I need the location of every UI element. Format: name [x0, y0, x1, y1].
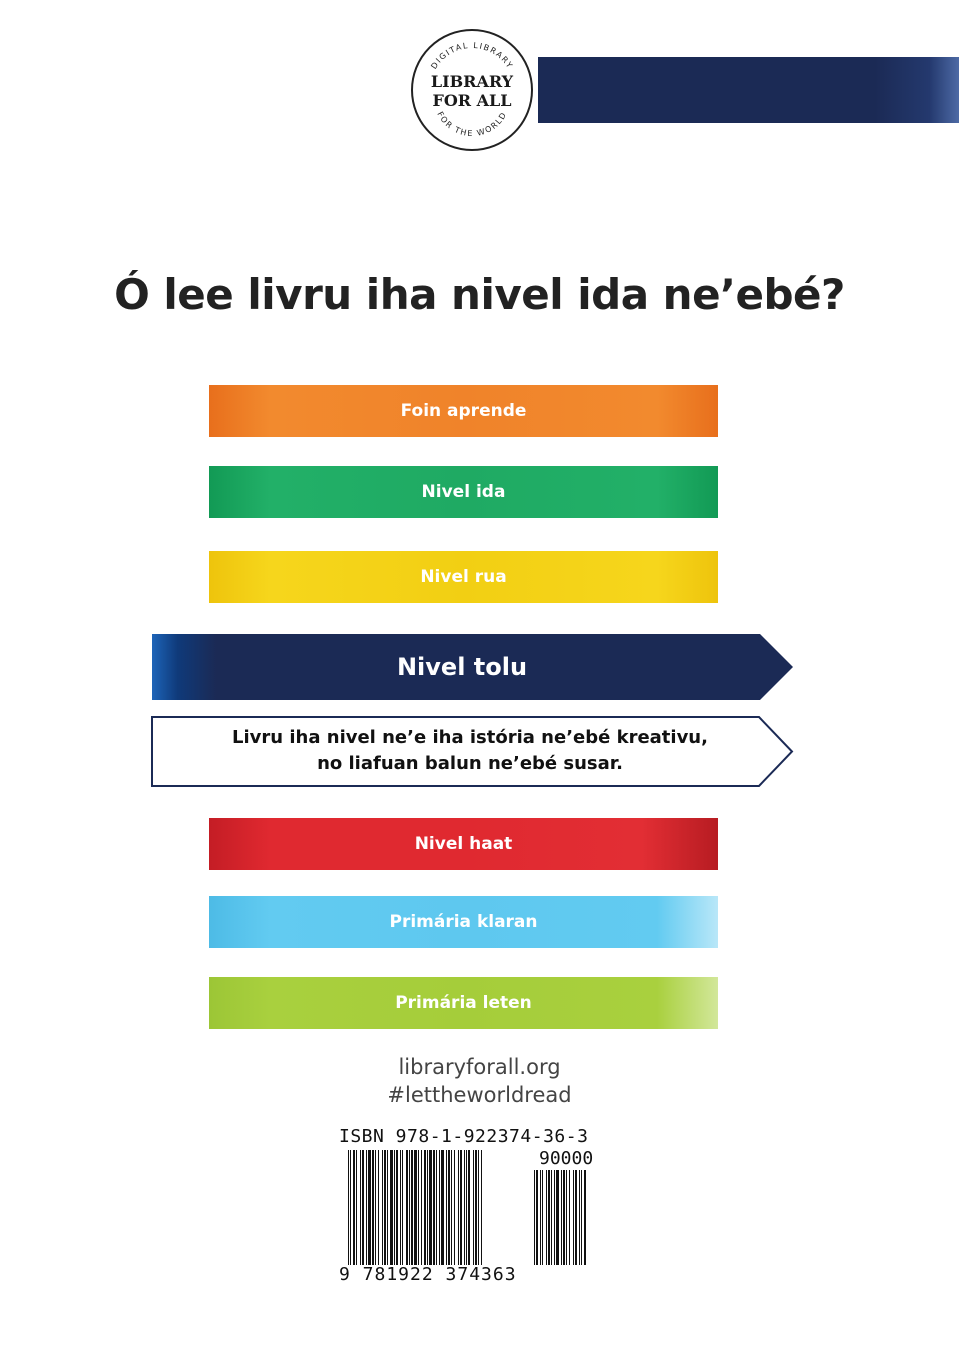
barcode-bar: [540, 1170, 541, 1265]
level-label: Nivel rua: [420, 567, 507, 587]
barcode-bar: [569, 1170, 570, 1265]
barcode-bar: [546, 1170, 547, 1265]
barcode-number: 9 781922 374363: [339, 1264, 517, 1285]
level-description: [160, 725, 780, 777]
hashtag: #lettheworldread: [387, 1083, 572, 1107]
barcode-bar: [566, 1170, 567, 1265]
library-for-all-logo: [410, 28, 534, 152]
barcode-bar: [556, 1170, 559, 1265]
logo-line1: LIBRARY: [430, 72, 514, 91]
barcode-bar: [551, 1170, 552, 1265]
barcode-bar: [573, 1170, 574, 1265]
barcode-bar: [348, 1150, 349, 1265]
barcode-bar: [441, 1150, 444, 1265]
barcode-bar: [418, 1150, 419, 1265]
barcode-bar: [436, 1150, 437, 1265]
barcode-bar: [400, 1150, 401, 1265]
barcode-bar: [350, 1150, 351, 1265]
barcode-bar: [554, 1170, 555, 1265]
barcode-bar: [468, 1150, 470, 1265]
website-link[interactable]: libraryforall.org: [398, 1055, 561, 1079]
barcode-bar: [384, 1150, 386, 1265]
barcode-bar: [579, 1170, 580, 1265]
description-line-1: Livru iha nivel ne’e iha istória ne’ebé kreativu,: [232, 727, 708, 748]
barcode-bar: [372, 1150, 374, 1265]
barcode-bar: [411, 1150, 413, 1265]
barcode-bar: [396, 1150, 398, 1265]
barcode-bar: [473, 1150, 474, 1265]
barcode-bar: [481, 1150, 482, 1265]
barcode-bar: [394, 1150, 395, 1265]
barcode-bar: [390, 1150, 393, 1265]
page-title: Ó lee livru iha nivel ida ne’ebé?: [114, 270, 845, 319]
barcode-bar: [448, 1150, 450, 1265]
barcode-bar: [409, 1150, 410, 1265]
level-label: Nivel ida: [421, 482, 506, 502]
level-band-nivel-haat: [209, 818, 718, 870]
barcode-bar: [458, 1150, 459, 1265]
barcode-bar: [439, 1150, 440, 1265]
footer-links: [0, 1053, 959, 1109]
level-band-nivel-rua: [209, 551, 718, 603]
price-code: 90000: [539, 1148, 594, 1169]
current-level-label: Nivel tolu: [396, 653, 528, 681]
barcode-bar: [424, 1150, 426, 1265]
isbn-barcode: [348, 1150, 518, 1265]
level-band-primaria-leten: [209, 977, 718, 1029]
level-label: Foin aprende: [400, 401, 527, 421]
level-band-foin-aprende: [209, 385, 718, 437]
level-band-primaria-klaran: [209, 896, 718, 948]
logo-ring-bottom: FOR THE WORLD: [435, 110, 509, 139]
barcode-bar: [378, 1150, 379, 1265]
level-label: Primária leten: [395, 993, 532, 1013]
header-bar: [538, 57, 959, 123]
barcode-bar: [387, 1150, 388, 1265]
barcode-bar: [575, 1170, 577, 1265]
barcode-bar: [353, 1150, 355, 1265]
barcode-bar: [366, 1150, 367, 1265]
barcode-bar: [464, 1150, 465, 1265]
barcode-bar: [421, 1150, 422, 1265]
barcode-bar: [478, 1150, 479, 1265]
barcode-bar: [542, 1170, 543, 1265]
logo-ring-top: DIGITAL LIBRARY: [429, 40, 515, 71]
isbn-text: ISBN 978-1-922374-36-3: [339, 1126, 589, 1147]
barcode-bar: [368, 1150, 371, 1265]
barcode-bar: [548, 1170, 550, 1265]
barcode-bar: [356, 1150, 357, 1265]
addon-barcode: [534, 1170, 616, 1265]
barcode-bar: [414, 1150, 417, 1265]
barcode-bar: [581, 1170, 582, 1265]
barcode-bar: [466, 1150, 467, 1265]
barcode-bar: [584, 1170, 586, 1265]
barcode-bar: [536, 1170, 538, 1265]
barcode-bar: [402, 1150, 403, 1265]
barcode-bar: [429, 1150, 432, 1265]
level-band-nivel-ida: [209, 466, 718, 518]
barcode-bar: [362, 1150, 364, 1265]
barcode-bar: [454, 1150, 455, 1265]
barcode-bar: [561, 1170, 562, 1265]
barcode-bar: [427, 1150, 428, 1265]
barcode-bar: [451, 1150, 452, 1265]
level-label: Nivel haat: [414, 834, 513, 854]
barcode-bar: [360, 1150, 361, 1265]
barcode-bar: [433, 1150, 435, 1265]
barcode-bar: [460, 1150, 462, 1265]
logo-line2: FOR ALL: [432, 91, 512, 110]
barcode-bar: [375, 1150, 376, 1265]
barcode-bar: [475, 1150, 477, 1265]
barcode-bar: [406, 1150, 408, 1265]
barcode-bar: [382, 1150, 383, 1265]
level-label: Primária klaran: [389, 912, 538, 932]
barcode-bar: [534, 1170, 535, 1265]
description-line-2: no liafuan balun ne’ebé susar.: [317, 753, 623, 774]
barcode-bar: [563, 1170, 565, 1265]
barcode-bar: [446, 1150, 447, 1265]
